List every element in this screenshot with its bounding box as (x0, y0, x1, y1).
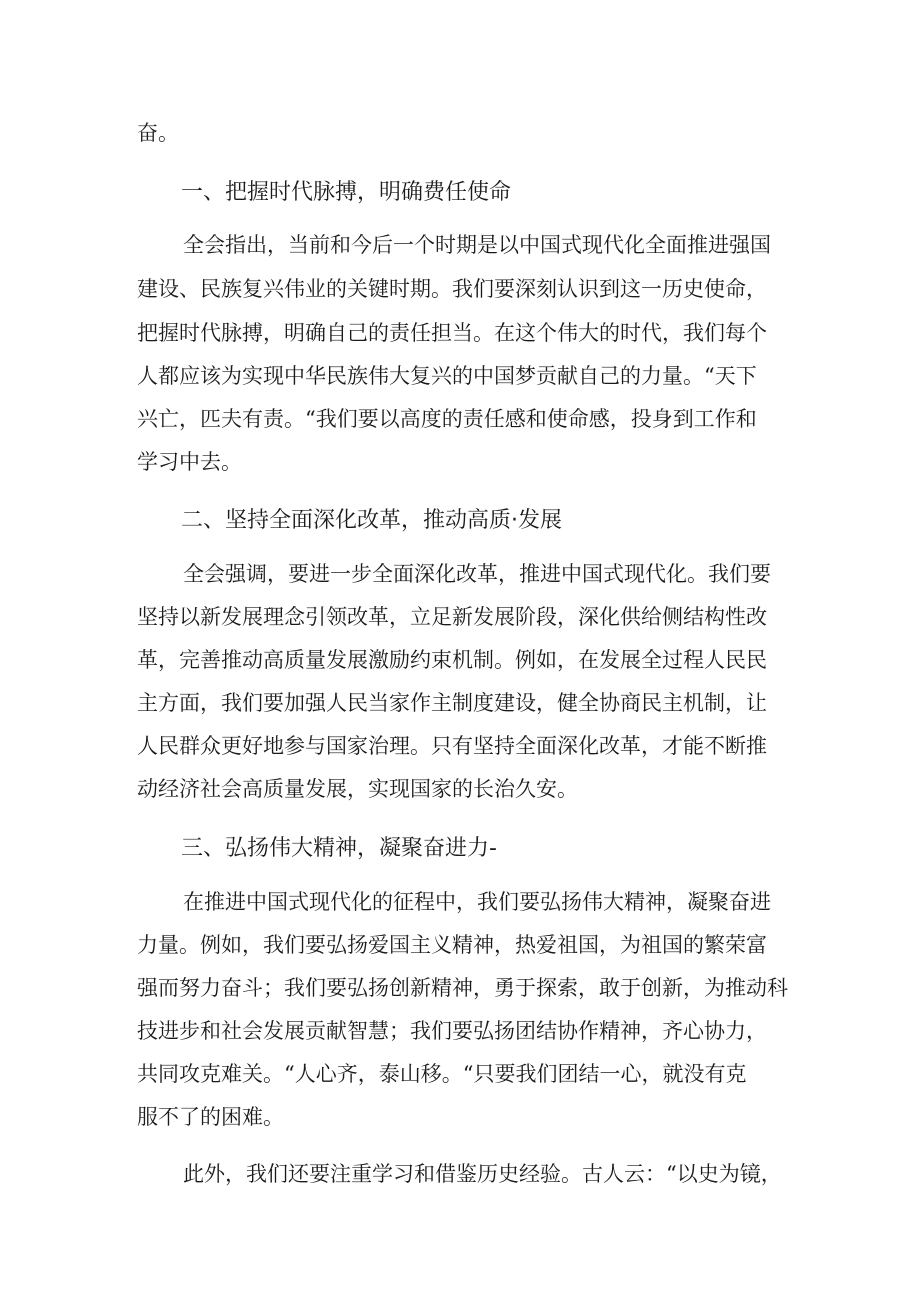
paragraph-line: 建设、民族复兴伟业的关键时期。我们要深刻认识到这一历史使命， (137, 277, 767, 301)
paragraph-line: 力量。例如，我们要弘扬爱国主义精神，热爱祖国，为祖国的繁荣富 (137, 933, 767, 957)
paragraph-line: 坚持以新发展理念引领改革，立足新发展阶段，深化供给侧结构性改 (137, 605, 767, 629)
paragraph-line: 人都应该为实现中华民族伟大复兴的中国梦贡献自己的力量。“天下 (137, 364, 757, 388)
section-heading-1: 一、把握时代脉搏，明确费任使命 (181, 180, 512, 205)
paragraph-line: 共同攻克难关。“人心齐，泰山移。“只要我们团结一心，就没有克 (137, 1062, 747, 1086)
paragraph-line: 动经济社会高质量发展，实现国家的长治久安。 (137, 777, 578, 801)
section-heading-2: 二、坚持全面深化改革，推动高质·发展 (181, 508, 562, 533)
closing-line: 此外，我们还要注重学习和借鉴历史经验。古人云：“以史为镜， (183, 1162, 782, 1186)
paragraph-line: 服不了的困难。 (137, 1105, 284, 1129)
section-heading-3: 三、弘扬伟大精神，凝聚奋进力- (181, 836, 497, 861)
paragraph-line: 革，完善推动高质量发展激励约束机制。例如，在发展全过程人民民 (137, 648, 767, 672)
paragraph-line: 全会强调，要进一步全面深化改革，推进中国式现代化。我们要 (183, 562, 771, 586)
paragraph-line: 主方面，我们要加强人民当家作主制度建设，健全协商民主机制，让 (137, 691, 767, 715)
paragraph-line: 人民群众更好地参与国家治理。只有坚持全面深化改革，才能不断推 (137, 734, 767, 758)
paragraph-line: 全会指出，当前和今后一个时期是以中国式现代化全面推进强国 (183, 233, 771, 257)
paragraph-line: 在推进中国式现代化的征程中，我们要弘扬伟大精神，凝聚奋进 (183, 890, 771, 914)
paragraph-line: 技进步和社会发展贡献智慧；我们要弘扬团结协作精神，齐心协力， (137, 1019, 767, 1043)
paragraph-line: 兴亡，匹夫有责。“我们要以高度的责任感和使命感，投身到工作和 (137, 407, 757, 431)
top-fragment: 奋。 (137, 121, 179, 145)
paragraph-line: 学习中去。 (137, 450, 242, 474)
paragraph-line: 把握时代脉搏，明确自己的责任担当。在这个伟大的时代，我们每个 (137, 321, 767, 345)
paragraph-line: 强而努力奋斗；我们要弘扬创新精神，勇于探索，敢于创新，为推动科 (137, 976, 788, 1000)
